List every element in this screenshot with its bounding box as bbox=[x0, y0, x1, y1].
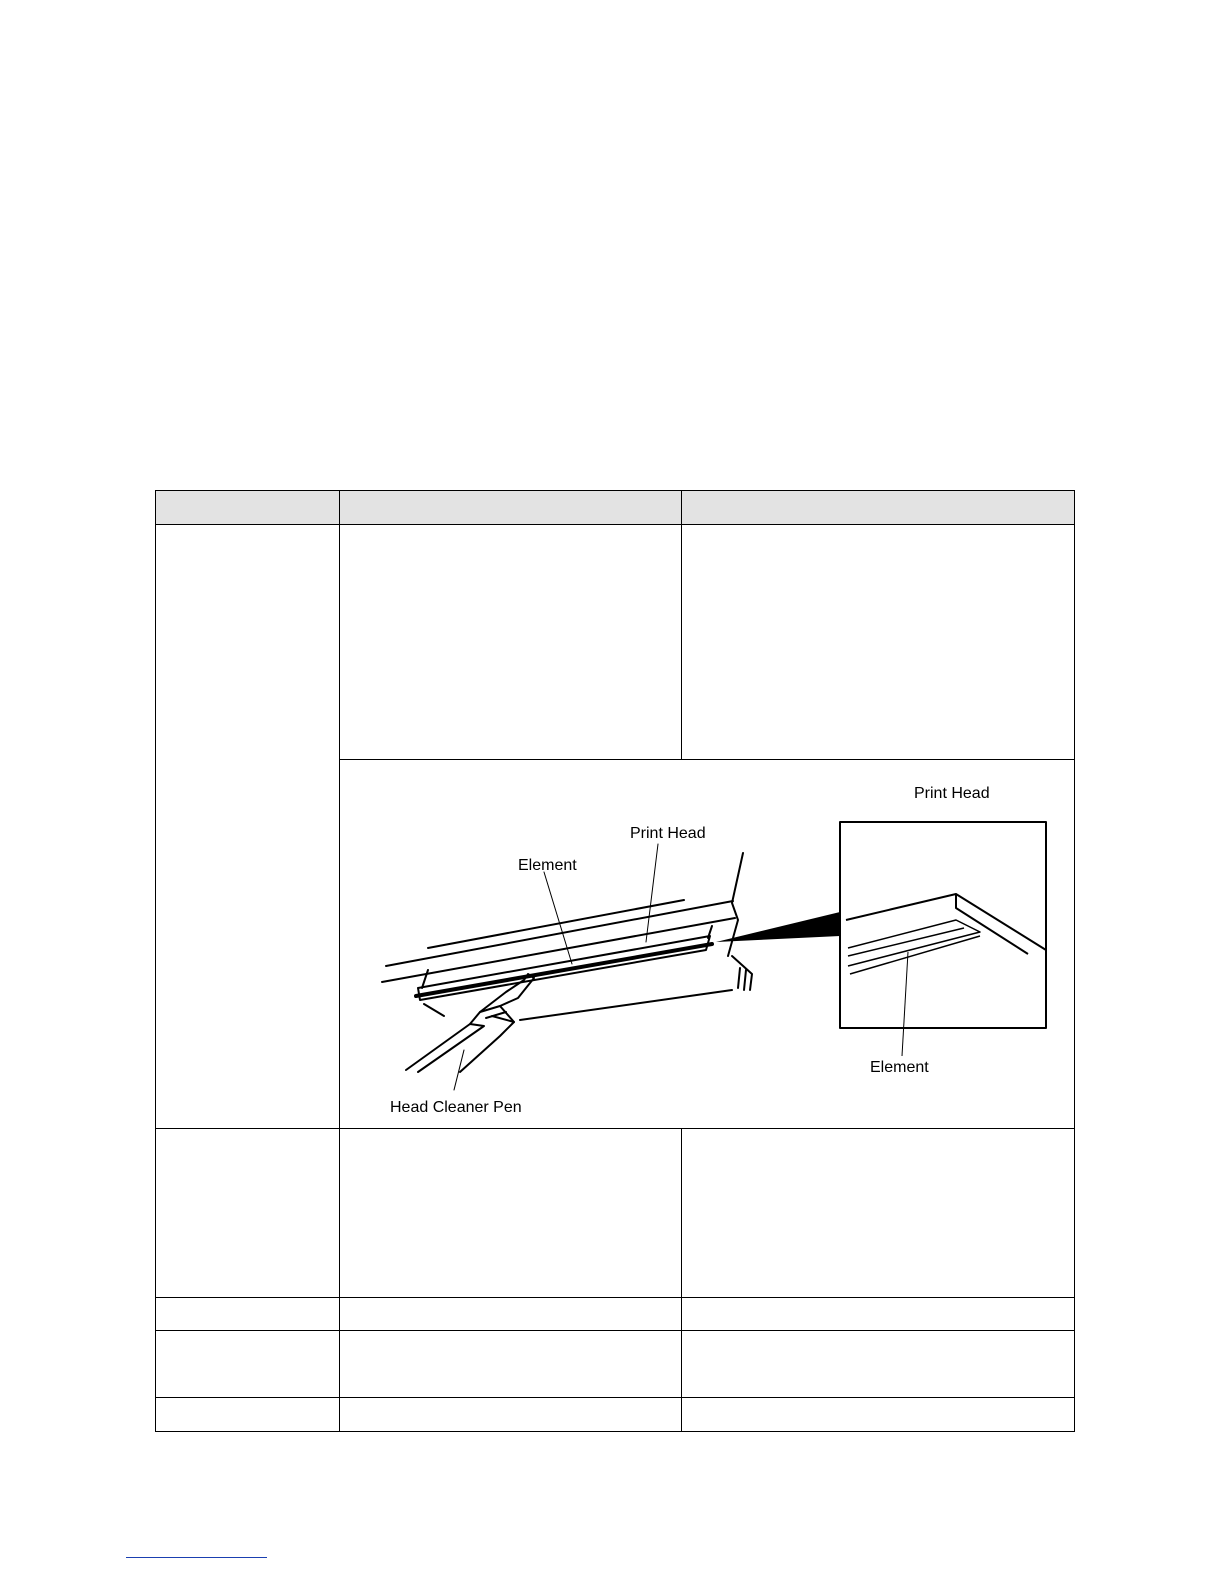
table-header-row bbox=[156, 491, 1075, 525]
head-left-corner bbox=[424, 1004, 444, 1016]
bracket-clip bbox=[732, 956, 752, 990]
print-head-cleaning-diagram bbox=[340, 760, 1074, 1128]
table-cell bbox=[340, 1129, 682, 1298]
head-underside-line bbox=[520, 990, 732, 1020]
header-cell-3 bbox=[682, 491, 1075, 525]
inset-head-side bbox=[956, 894, 1028, 954]
table-cell bbox=[682, 1129, 1075, 1298]
head-cleaner-pen-label: Head Cleaner Pen bbox=[390, 1099, 522, 1116]
header-cell-2 bbox=[340, 491, 682, 525]
housing-top-line bbox=[428, 900, 684, 948]
table-cell bbox=[340, 1331, 682, 1398]
table-row bbox=[156, 525, 1075, 760]
table-cell bbox=[156, 525, 340, 1129]
table-cell bbox=[682, 1331, 1075, 1398]
inset-element-strip bbox=[848, 920, 980, 966]
inset-element-label: Element bbox=[870, 1059, 929, 1076]
footnote-separator bbox=[126, 1557, 267, 1558]
table-cell bbox=[340, 1298, 682, 1331]
print-head-leader bbox=[646, 844, 658, 942]
table-row bbox=[156, 1398, 1075, 1432]
inset-print-head-label: Print Head bbox=[914, 785, 990, 802]
table-cell bbox=[340, 525, 682, 760]
figure-cell bbox=[340, 760, 1075, 1129]
table-row bbox=[156, 1298, 1075, 1331]
element-label: Element bbox=[518, 857, 577, 874]
print-head-label: Print Head bbox=[630, 825, 706, 842]
bracket-clip-detail bbox=[738, 968, 746, 990]
table-cell bbox=[156, 1298, 340, 1331]
table-row bbox=[156, 1331, 1075, 1398]
table-cell bbox=[156, 1398, 340, 1432]
header-cell-1 bbox=[156, 491, 340, 525]
table-cell bbox=[156, 1331, 340, 1398]
table-cell bbox=[156, 1129, 340, 1298]
pen-collar bbox=[470, 1006, 514, 1024]
table-cell bbox=[682, 1398, 1075, 1432]
inset-element-leader bbox=[902, 952, 908, 1056]
inset-print-head bbox=[840, 822, 1046, 1056]
table-cell bbox=[682, 525, 1075, 760]
inset-frame bbox=[840, 822, 1046, 1028]
maintenance-table bbox=[155, 490, 1075, 1432]
housing-edge-line bbox=[386, 901, 733, 966]
table-row bbox=[156, 1129, 1075, 1298]
table-cell bbox=[340, 1398, 682, 1432]
pen-barrel-left bbox=[406, 1024, 484, 1072]
print-head-left-tab bbox=[422, 970, 428, 988]
magnification-wedge bbox=[716, 912, 840, 942]
table-cell bbox=[682, 1298, 1075, 1331]
